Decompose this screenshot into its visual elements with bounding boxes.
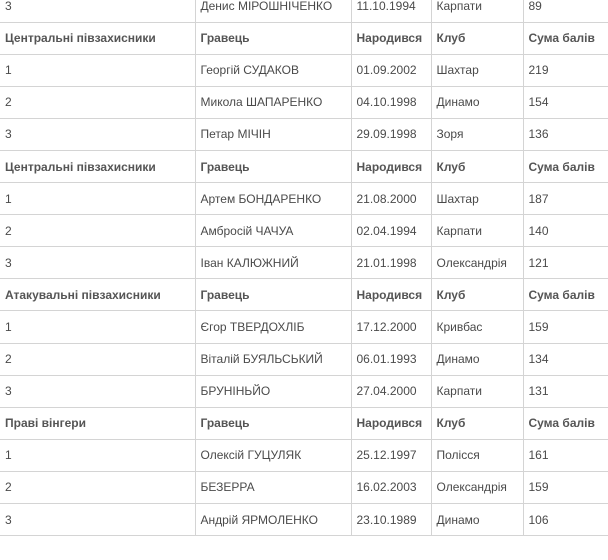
table-row (0, 311, 608, 343)
born-cell: 02.04.1994 (351, 215, 431, 247)
club-cell: Полісся (431, 439, 523, 471)
born-cell: 01.09.2002 (351, 54, 431, 86)
club-cell: Динамо (431, 86, 523, 118)
section-title: Праві вінгери (0, 407, 195, 439)
player-cell: Артем БОНДАРЕНКО (195, 183, 351, 215)
player-cell: БЕЗЕРРА (195, 471, 351, 503)
rank-cell: 2 (0, 215, 195, 247)
club-cell: Карпати (431, 0, 523, 22)
club-cell: Зоря (431, 118, 523, 150)
table-row (0, 0, 608, 22)
points-cell: 121 (523, 247, 608, 279)
born-cell: 27.04.2000 (351, 375, 431, 407)
section-title: Центральні півзахисники (0, 22, 195, 54)
table-row (0, 118, 608, 150)
column-header-points: Сума балів (523, 407, 608, 439)
born-cell: 06.01.1993 (351, 343, 431, 375)
table-row (0, 183, 608, 215)
rank-cell: 1 (0, 54, 195, 86)
points-cell: 219 (523, 54, 608, 86)
club-cell: Олександрія (431, 247, 523, 279)
rank-cell: 1 (0, 439, 195, 471)
born-cell: 04.10.1998 (351, 86, 431, 118)
column-header-points: Сума балів (523, 279, 608, 311)
player-cell: Петар МІЧІН (195, 118, 351, 150)
born-cell: 11.10.1994 (351, 0, 431, 22)
born-cell: 29.09.1998 (351, 118, 431, 150)
rank-cell: 1 (0, 311, 195, 343)
column-header-club: Клуб (431, 22, 523, 54)
table-row (0, 343, 608, 375)
column-header-born: Народився (351, 279, 431, 311)
player-cell: Єгор ТВЕРДОХЛІБ (195, 311, 351, 343)
column-header-born: Народився (351, 407, 431, 439)
table-row (0, 86, 608, 118)
column-header-points: Сума балів (523, 22, 608, 54)
column-header-player: Гравець (195, 150, 351, 182)
points-cell: 159 (523, 311, 608, 343)
points-cell: 140 (523, 215, 608, 247)
column-header-player: Гравець (195, 407, 351, 439)
club-cell: Шахтар (431, 183, 523, 215)
club-cell: Кривбас (431, 311, 523, 343)
born-cell: 21.01.1998 (351, 247, 431, 279)
rank-cell: 2 (0, 343, 195, 375)
rank-cell: 2 (0, 86, 195, 118)
section-header-row (0, 279, 608, 311)
column-header-player: Гравець (195, 279, 351, 311)
rank-cell: 3 (0, 0, 195, 22)
table-row (0, 504, 608, 536)
points-cell: 154 (523, 86, 608, 118)
section-title: Атакувальні півзахисники (0, 279, 195, 311)
club-cell: Динамо (431, 504, 523, 536)
section-title: Центральні півзахисники (0, 150, 195, 182)
table-row (0, 54, 608, 86)
column-header-points: Сума балів (523, 150, 608, 182)
points-cell: 134 (523, 343, 608, 375)
rank-cell: 3 (0, 118, 195, 150)
player-cell: БРУНІНЬЙО (195, 375, 351, 407)
column-header-born: Народився (351, 22, 431, 54)
club-cell: Олександрія (431, 471, 523, 503)
rank-cell: 3 (0, 247, 195, 279)
section-header-row (0, 22, 608, 54)
club-cell: Карпати (431, 375, 523, 407)
player-cell: Іван КАЛЮЖНИЙ (195, 247, 351, 279)
points-cell: 159 (523, 471, 608, 503)
column-header-club: Клуб (431, 279, 523, 311)
points-cell: 187 (523, 183, 608, 215)
points-cell: 161 (523, 439, 608, 471)
section-header-row (0, 150, 608, 182)
points-cell: 106 (523, 504, 608, 536)
table-row (0, 439, 608, 471)
rank-cell: 3 (0, 375, 195, 407)
player-cell: Микола ШАПАРЕНКО (195, 86, 351, 118)
table-row (0, 375, 608, 407)
club-cell: Карпати (431, 215, 523, 247)
player-cell: Андрій ЯРМОЛЕНКО (195, 504, 351, 536)
player-cell: Амбросій ЧАЧУА (195, 215, 351, 247)
player-cell: Віталій БУЯЛЬСЬКИЙ (195, 343, 351, 375)
club-cell: Шахтар (431, 54, 523, 86)
table-row (0, 247, 608, 279)
column-header-club: Клуб (431, 407, 523, 439)
points-cell: 136 (523, 118, 608, 150)
born-cell: 25.12.1997 (351, 439, 431, 471)
column-header-player: Гравець (195, 22, 351, 54)
section-header-row (0, 407, 608, 439)
player-cell: Олексій ГУЦУЛЯК (195, 439, 351, 471)
born-cell: 16.02.2003 (351, 471, 431, 503)
player-cell: Георгій СУДАКОВ (195, 54, 351, 86)
born-cell: 23.10.1989 (351, 504, 431, 536)
player-cell: Денис МІРОШНІЧЕНКО (195, 0, 351, 22)
born-cell: 21.08.2000 (351, 183, 431, 215)
table-row (0, 215, 608, 247)
table-row (0, 471, 608, 503)
born-cell: 17.12.2000 (351, 311, 431, 343)
column-header-club: Клуб (431, 150, 523, 182)
points-cell: 131 (523, 375, 608, 407)
rank-cell: 2 (0, 471, 195, 503)
points-cell: 89 (523, 0, 608, 22)
club-cell: Динамо (431, 343, 523, 375)
rank-cell: 3 (0, 504, 195, 536)
column-header-born: Народився (351, 150, 431, 182)
rank-cell: 1 (0, 183, 195, 215)
